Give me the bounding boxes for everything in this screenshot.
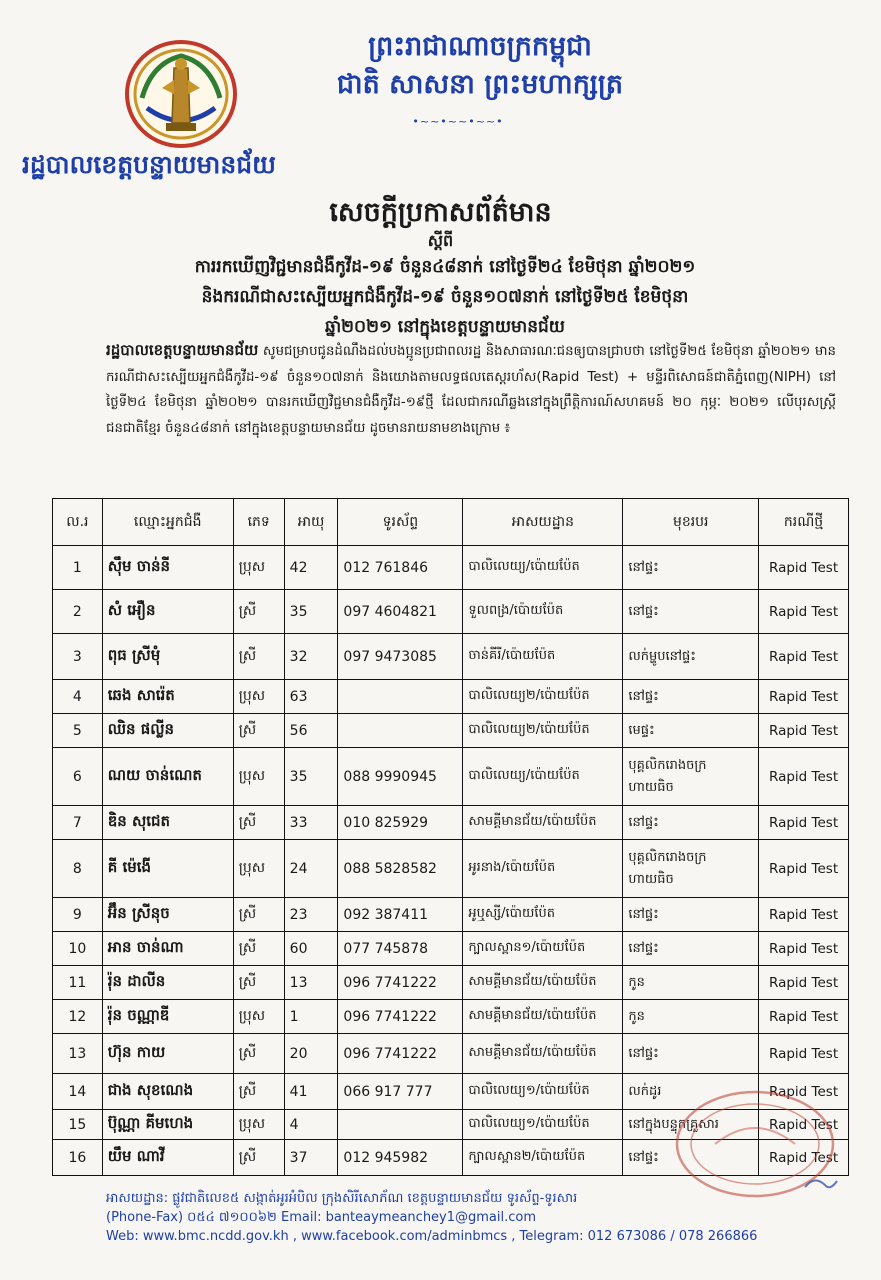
cell-address: ក្បាលស្ពាន១/ប៉ោយប៉ែត <box>463 932 623 966</box>
cell-name: យឹម ណាវី <box>102 1140 233 1176</box>
cell-type: Rapid Test <box>759 634 849 680</box>
cell-name: រ៉ុន ចណ្ណាឌី <box>102 1000 233 1034</box>
cell-no: 6 <box>53 748 103 806</box>
cell-occupation: នៅផ្ទះ <box>623 546 759 590</box>
document-heading <box>95 252 795 342</box>
cell-occupation: នៅផ្ទះ <box>623 680 759 714</box>
cell-occupation: នៅផ្ទះ <box>623 1140 759 1176</box>
cell-no: 3 <box>53 634 103 680</box>
cell-type: Rapid Test <box>759 748 849 806</box>
footer-phone-email: (Phone-Fax) ០៥៤ ៧១០០៦២ Email: banteaymeanchey1@gmail.com <box>106 1210 537 1225</box>
cell-sex: ស្រី <box>233 898 284 932</box>
cell-sex: ស្រី <box>233 966 284 1000</box>
cell-name: ឌិន សុជេត <box>102 806 233 840</box>
cell-name: គី ម៉េងើ <box>102 840 233 898</box>
cell-address: សាមគ្គីមានជ័យ/ប៉ោយប៉ែត <box>463 1000 623 1034</box>
cell-address: ក្បាលស្ពាន២/ប៉ោយប៉ែត <box>463 1140 623 1176</box>
cell-phone: 096 7741222 <box>338 1034 463 1074</box>
official-stamp <box>655 1082 840 1202</box>
cell-sex: ប្រុស <box>233 1000 284 1034</box>
col-no: ល.រ <box>53 499 103 546</box>
cell-sex: ស្រី <box>233 634 284 680</box>
cell-name: ប៊ុណ្ណា គីមហេង <box>102 1110 233 1140</box>
cell-sex: ស្រី <box>233 806 284 840</box>
cell-occupation: នៅផ្ទះ <box>623 806 759 840</box>
cell-address: បាលិលេយ្យ/ប៉ោយប៉ែត <box>463 748 623 806</box>
cell-name: ស៊ឹម ចាន់នី <box>102 546 233 590</box>
cell-sex: ប្រុស <box>233 748 284 806</box>
cell-type: Rapid Test <box>759 898 849 932</box>
cell-phone <box>338 1110 463 1140</box>
cell-occupation: លក់ដូរ <box>623 1074 759 1110</box>
table-header-row <box>53 499 849 546</box>
col-case-type: ករណីថ្មី <box>759 499 849 546</box>
kingdom-header <box>300 28 660 104</box>
cell-no: 15 <box>53 1110 103 1140</box>
cell-age: 41 <box>284 1074 338 1110</box>
heading-line-3: ឆ្នាំ២០២១ នៅក្នុងខេត្តបន្ទាយមានជ័យ <box>324 317 565 337</box>
cell-occupation: បុគ្គលិករោងចក្រ ហាយធិច <box>623 748 759 806</box>
cell-name: ណយ ចាន់ណេត <box>102 748 233 806</box>
cell-address: អូឬស្សី/ប៉ោយប៉ែត <box>463 898 623 932</box>
table-row <box>53 806 849 840</box>
cell-no: 14 <box>53 1074 103 1110</box>
cell-type: Rapid Test <box>759 1074 849 1110</box>
national-motto: ជាតិ សាសនា ព្រះមហាក្សត្រ <box>336 69 624 100</box>
cell-type: Rapid Test <box>759 840 849 898</box>
table-row <box>53 634 849 680</box>
table-row <box>53 966 849 1000</box>
cell-no: 8 <box>53 840 103 898</box>
cell-type: Rapid Test <box>759 1110 849 1140</box>
col-occupation: មុខរបរ <box>623 499 759 546</box>
cell-no: 4 <box>53 680 103 714</box>
cell-name: ឆេង សារ៉េត <box>102 680 233 714</box>
provincial-emblem-logo <box>122 38 240 150</box>
cell-type: Rapid Test <box>759 546 849 590</box>
cell-phone: 088 9990945 <box>338 748 463 806</box>
intro-lead: រដ្ឋបាលខេត្តបន្ទាយមានជ័យ <box>106 341 259 359</box>
cell-age: 20 <box>284 1034 338 1074</box>
cell-phone: 066 917 777 <box>338 1074 463 1110</box>
table-row <box>53 932 849 966</box>
admin-name: រដ្ឋបាលខេត្តបន្ទាយមានជ័យ <box>22 150 276 179</box>
cell-name: សំ អឿន <box>102 590 233 634</box>
cell-phone <box>338 680 463 714</box>
cell-phone: 096 7741222 <box>338 966 463 1000</box>
cell-sex: ប្រុស <box>233 1110 284 1140</box>
cell-age: 37 <box>284 1140 338 1176</box>
cell-name: ហ៊ុន កាយ <box>102 1034 233 1074</box>
cell-phone: 088 5828582 <box>338 840 463 898</box>
cell-name: ពុធ ស្រីមុំ <box>102 634 233 680</box>
kingdom-name: ព្រះរាជាណាចក្រកម្ពុជា <box>368 31 592 62</box>
cell-type: Rapid Test <box>759 1034 849 1074</box>
cell-name: ឈិន ផល្លីន <box>102 714 233 748</box>
cell-address: សាមគ្គីមានជ័យ/ប៉ោយប៉ែត <box>463 1034 623 1074</box>
intro-paragraph <box>106 338 836 441</box>
cell-phone: 077 745878 <box>338 932 463 966</box>
cell-address: ចាន់គីរី/ប៉ោយប៉ែត <box>463 634 623 680</box>
cell-address: បាលិលេយ្យ២/ប៉ោយប៉ែត <box>463 714 623 748</box>
heading-line-2: និងករណីជាសះស្បើយអ្នកជំងឺកូវីដ-១៩ ចំនួន១០៧នាក់ នៅថ្ងៃទី២៥ ខែមិថុនា <box>201 287 689 307</box>
cell-no: 2 <box>53 590 103 634</box>
cell-occupation: នៅផ្ទះ <box>623 590 759 634</box>
footer-contact <box>106 1189 846 1246</box>
cell-age: 4 <box>284 1110 338 1140</box>
cell-no: 7 <box>53 806 103 840</box>
cell-occupation: កូន <box>623 1000 759 1034</box>
cell-occupation: នៅផ្ទះ <box>623 898 759 932</box>
document-title: សេចក្តីប្រកាសព័ត៌មាន <box>329 197 552 228</box>
table-row <box>53 1034 849 1074</box>
cell-sex: ប្រុស <box>233 840 284 898</box>
cell-type: Rapid Test <box>759 680 849 714</box>
cell-type: Rapid Test <box>759 932 849 966</box>
table-row <box>53 1000 849 1034</box>
cell-age: 33 <box>284 806 338 840</box>
col-phone: ទូរស័ព្ទ <box>338 499 463 546</box>
cell-age: 1 <box>284 1000 338 1034</box>
cell-phone: 010 825929 <box>338 806 463 840</box>
table-row <box>53 546 849 590</box>
cell-phone: 092 387411 <box>338 898 463 932</box>
cell-age: 63 <box>284 680 338 714</box>
document-subtitle: ស្តីពី <box>427 231 454 250</box>
cell-phone: 012 945982 <box>338 1140 463 1176</box>
cell-phone: 097 4604821 <box>338 590 463 634</box>
cell-age: 32 <box>284 634 338 680</box>
cell-address: ទួលពង្រ/ប៉ោយប៉ែត <box>463 590 623 634</box>
cell-occupation: នៅផ្ទះ <box>623 932 759 966</box>
cell-sex: ស្រី <box>233 1074 284 1110</box>
cell-type: Rapid Test <box>759 590 849 634</box>
col-address: អាសយដ្ឋាន <box>463 499 623 546</box>
cell-age: 42 <box>284 546 338 590</box>
cell-no: 13 <box>53 1034 103 1074</box>
cell-name: អ៊ឹន ស្រីនុច <box>102 898 233 932</box>
col-age: អាយុ <box>284 499 338 546</box>
heading-line-1: ការរកឃើញវិជ្ជមានជំងឺកូវីដ-១៩ ចំនួន៤៨នាក់ នៅថ្ងៃទី២៤ ខែមិថុនា ឆ្នាំ២០២១ <box>194 257 696 277</box>
cell-age: 13 <box>284 966 338 1000</box>
cell-address: អូរនាង/ប៉ោយប៉ែត <box>463 840 623 898</box>
cell-address: បាលិលេយ្យ១/ប៉ោយប៉ែត <box>463 1074 623 1110</box>
cell-age: 56 <box>284 714 338 748</box>
cell-type: Rapid Test <box>759 966 849 1000</box>
cell-sex: ប្រុស <box>233 546 284 590</box>
table-row <box>53 680 849 714</box>
cell-occupation: មេផ្ទះ <box>623 714 759 748</box>
cell-sex: ស្រី <box>233 1034 284 1074</box>
table-row <box>53 748 849 806</box>
footer-web: Web: www.bmc.ncdd.gov.kh , www.facebook.com/adminbmcs , Telegram: 012 673086 / 078 266866 <box>106 1229 758 1244</box>
cell-type: Rapid Test <box>759 714 849 748</box>
intro-body: សូមជម្រាបជូនដំណឹងដល់បងប្អូនប្រជាពលរដ្ឋ និងសាធារណៈជនឲ្យបានជ្រាបថា នៅថ្ងៃទី២៥ ខែមិថុនា ឆ្នាំ២០២១ មានករណីជាសះស្បើយអ្នកជំងឺកូវីដ-១៩ ចំនួន១០៧នាក់ និងយោងតាមលទ្ធផលតេស្តរហ័ស(Rapid Test) + មន្ទីរពិសោធន៍ជាតិភ្នំពេញ(NIPH) នៅថ្ងៃទី២៤ ខែមិថុនា ឆ្នាំ២០២១ បានរកឃើញវិជ្ជមានជំងឺកូវីដ-១៩ថ្មី ដែលជាករណីឆ្លងនៅក្នុងព្រឹត្តិការណ៍សហគមន៍ ២០ កុម្ភៈ ២០២១ លើបុរសស្ត្រីជនជាតិខ្មែរ ចំនួន៤៨នាក់ នៅក្នុងខេត្តបន្ទាយមានជ័យ ដូចមានរាយនាមខាងក្រោម ៖ <box>106 344 837 436</box>
cell-name: ជាង សុខណេង <box>102 1074 233 1110</box>
table-row <box>53 590 849 634</box>
table-row <box>53 840 849 898</box>
cell-sex: ស្រី <box>233 590 284 634</box>
cell-age: 24 <box>284 840 338 898</box>
cell-sex: ស្រី <box>233 714 284 748</box>
table-row <box>53 898 849 932</box>
cell-type: Rapid Test <box>759 1140 849 1176</box>
cell-phone <box>338 714 463 748</box>
cell-sex: ស្រី <box>233 932 284 966</box>
cell-age: 35 <box>284 590 338 634</box>
cell-age: 35 <box>284 748 338 806</box>
cell-phone: 096 7741222 <box>338 1000 463 1034</box>
table-row <box>53 714 849 748</box>
cell-address: បាលិលេយ្យ២/ប៉ោយប៉ែត <box>463 680 623 714</box>
cell-age: 60 <box>284 932 338 966</box>
cell-phone: 012 761846 <box>338 546 463 590</box>
cell-name: រ៉ុន ដាលីន <box>102 966 233 1000</box>
cell-type: Rapid Test <box>759 806 849 840</box>
cell-no: 10 <box>53 932 103 966</box>
cell-sex: ប្រុស <box>233 680 284 714</box>
col-sex: ភេទ <box>233 499 284 546</box>
col-name: ឈ្មោះអ្នកជំងឺ <box>102 499 233 546</box>
cell-no: 12 <box>53 1000 103 1034</box>
cell-no: 1 <box>53 546 103 590</box>
cell-address: បាលិលេយ្យ១/ប៉ោយប៉ែត <box>463 1110 623 1140</box>
cell-no: 11 <box>53 966 103 1000</box>
cell-occupation: កូន <box>623 966 759 1000</box>
cell-sex: ស្រី <box>233 1140 284 1176</box>
cell-type: Rapid Test <box>759 1000 849 1034</box>
cell-address: សាមគ្គីមានជ័យ/ប៉ោយប៉ែត <box>463 966 623 1000</box>
footer-address: អាសយដ្ឋាន: ផ្លូវជាតិលេខ៥ សង្កាត់អូរអំបិល ក្រុងសិរីសោភ័ណ ខេត្តបន្ទាយមានជ័យ ទូរស័ព្ទ-ទូរសារ <box>106 1191 578 1206</box>
cell-name: អាន ចាន់ណា <box>102 932 233 966</box>
cell-address: សាមគ្គីមានជ័យ/ប៉ោយប៉ែត <box>463 806 623 840</box>
patient-table <box>52 498 849 1176</box>
ornament-divider: •~~•~~•~~• <box>412 115 504 128</box>
cell-address: បាលិលេយ្យ/ប៉ោយប៉ែត <box>463 546 623 590</box>
cell-occupation: លក់ម្ហូបនៅផ្ទះ <box>623 634 759 680</box>
cell-no: 16 <box>53 1140 103 1176</box>
cell-occupation: នៅក្នុងបន្ទុកគ្រួសារ <box>623 1110 759 1140</box>
cell-no: 9 <box>53 898 103 932</box>
cell-occupation: នៅផ្ទះ <box>623 1034 759 1074</box>
cell-phone: 097 9473085 <box>338 634 463 680</box>
cell-no: 5 <box>53 714 103 748</box>
cell-age: 23 <box>284 898 338 932</box>
cell-occupation: បុគ្គលិករោងចក្រ ហាយធិច <box>623 840 759 898</box>
